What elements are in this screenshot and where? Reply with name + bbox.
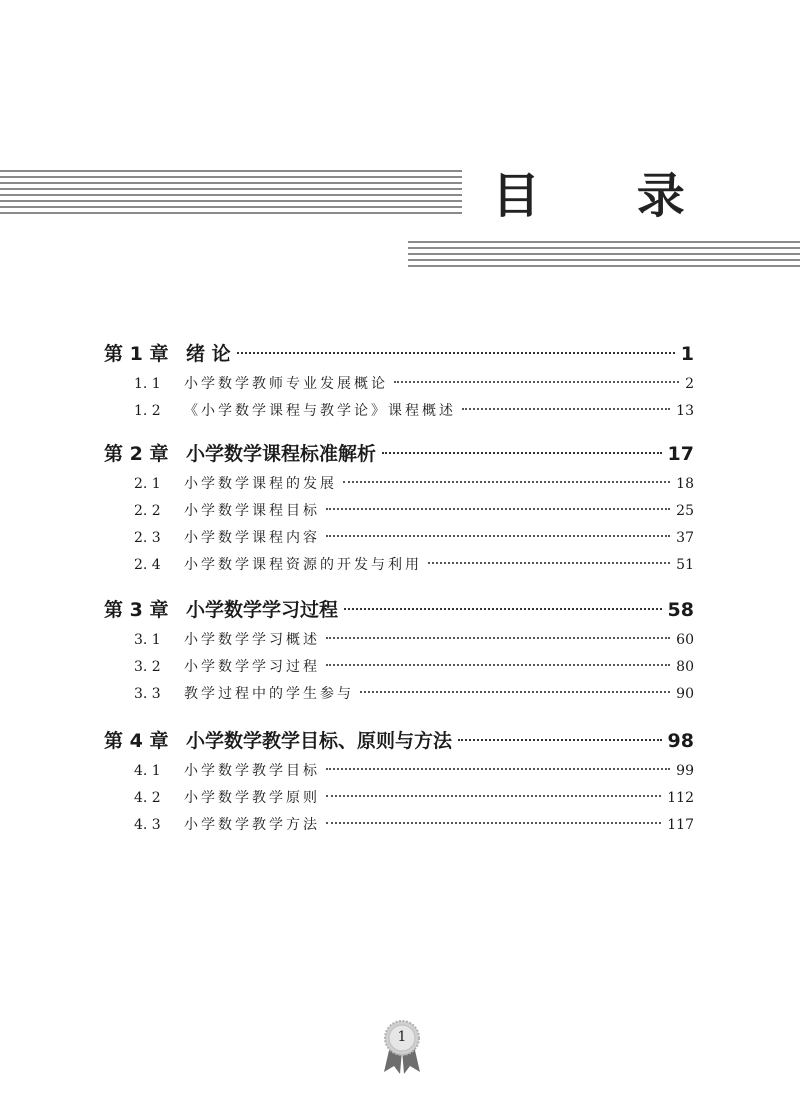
chapter-1 (104, 337, 694, 425)
chapter-page: 1 (680, 343, 694, 365)
section-title: 小学数学课程内容 (184, 530, 320, 546)
page-title: 目 录 (492, 168, 725, 224)
chapter-title: 绪 论 (186, 343, 231, 365)
chapter-title: 小学数学教学目标、原则与方法 (186, 730, 453, 752)
section-number: 2. 3 (134, 530, 161, 546)
section-page: 37 (676, 530, 694, 546)
leader-dots (382, 452, 662, 454)
section-title: 小学数学课程资源的开发与利用 (184, 557, 422, 573)
section-entry[interactable] (104, 525, 694, 552)
leader-dots (326, 768, 670, 770)
section-page: 13 (676, 403, 694, 419)
leader-dots (326, 822, 661, 824)
section-entry[interactable] (104, 552, 694, 579)
leader-dots (326, 664, 670, 666)
section-page: 99 (676, 763, 694, 779)
chapter-page: 58 (667, 599, 694, 621)
chapter-entry[interactable] (104, 337, 694, 371)
page-number-badge (380, 1020, 424, 1076)
section-entry[interactable] (104, 654, 694, 681)
section-title: 教学过程中的学生参与 (184, 686, 354, 702)
leader-dots (462, 408, 670, 410)
chapter-2 (104, 437, 694, 579)
section-entry[interactable] (104, 758, 694, 785)
section-number: 3. 1 (134, 632, 161, 648)
chapter-entry[interactable] (104, 437, 694, 471)
section-title: 小学数学教学目标 (184, 763, 320, 779)
leader-dots (237, 352, 675, 354)
decorative-lines-right (408, 241, 800, 271)
chapter-number: 第 3 章 (104, 599, 169, 621)
section-number: 4. 2 (134, 790, 161, 806)
section-title: 小学数学学习过程 (184, 659, 320, 675)
leader-dots (343, 481, 670, 483)
section-title: 小学数学教学原则 (184, 790, 320, 806)
section-entry[interactable] (104, 681, 694, 708)
section-number: 1. 1 (134, 376, 161, 392)
section-title: 小学数学教师专业发展概论 (184, 376, 388, 392)
section-number: 1. 2 (134, 403, 161, 419)
leader-dots (458, 739, 662, 741)
section-entry[interactable] (104, 812, 694, 839)
chapter-page: 98 (667, 730, 694, 752)
chapter-title: 小学数学学习过程 (186, 599, 339, 621)
section-entry[interactable] (104, 785, 694, 812)
chapter-entry[interactable] (104, 724, 694, 758)
section-title: 《小学数学课程与教学论》课程概述 (184, 403, 456, 419)
chapter-3 (104, 593, 694, 708)
section-entry[interactable] (104, 471, 694, 498)
leader-dots (360, 691, 670, 693)
section-page: 25 (676, 503, 694, 519)
section-page: 117 (667, 817, 694, 833)
section-title: 小学数学教学方法 (184, 817, 320, 833)
section-number: 3. 2 (134, 659, 161, 675)
chapter-number: 第 1 章 (104, 343, 169, 365)
page-number: 1 (397, 1029, 407, 1045)
section-title: 小学数学学习概述 (184, 632, 320, 648)
leader-dots (326, 637, 670, 639)
section-page: 51 (676, 557, 694, 573)
section-page: 2 (685, 376, 694, 392)
leader-dots (326, 508, 670, 510)
section-number: 2. 2 (134, 503, 161, 519)
chapter-entry[interactable] (104, 593, 694, 627)
chapter-4 (104, 724, 694, 839)
section-page: 18 (676, 476, 694, 492)
chapter-page: 17 (667, 443, 694, 465)
section-entry[interactable] (104, 627, 694, 654)
section-title: 小学数学课程目标 (184, 503, 320, 519)
section-page: 112 (667, 790, 694, 806)
section-entry[interactable] (104, 371, 694, 398)
section-page: 60 (676, 632, 694, 648)
section-number: 2. 1 (134, 476, 161, 492)
section-number: 2. 4 (134, 557, 161, 573)
section-number: 4. 3 (134, 817, 161, 833)
chapter-number: 第 2 章 (104, 443, 169, 465)
table-of-contents (104, 337, 694, 839)
decorative-lines-left (0, 170, 462, 218)
section-title: 小学数学课程的发展 (184, 476, 337, 492)
section-number: 3. 3 (134, 686, 161, 702)
leader-dots (344, 608, 662, 610)
leader-dots (428, 562, 670, 564)
section-number: 4. 1 (134, 763, 161, 779)
section-page: 80 (676, 659, 694, 675)
leader-dots (326, 535, 670, 537)
leader-dots (326, 795, 661, 797)
section-page: 90 (676, 686, 694, 702)
chapter-title: 小学数学课程标准解析 (186, 443, 377, 465)
section-entry[interactable] (104, 398, 694, 425)
chapter-number: 第 4 章 (104, 730, 169, 752)
leader-dots (394, 381, 679, 383)
section-entry[interactable] (104, 498, 694, 525)
